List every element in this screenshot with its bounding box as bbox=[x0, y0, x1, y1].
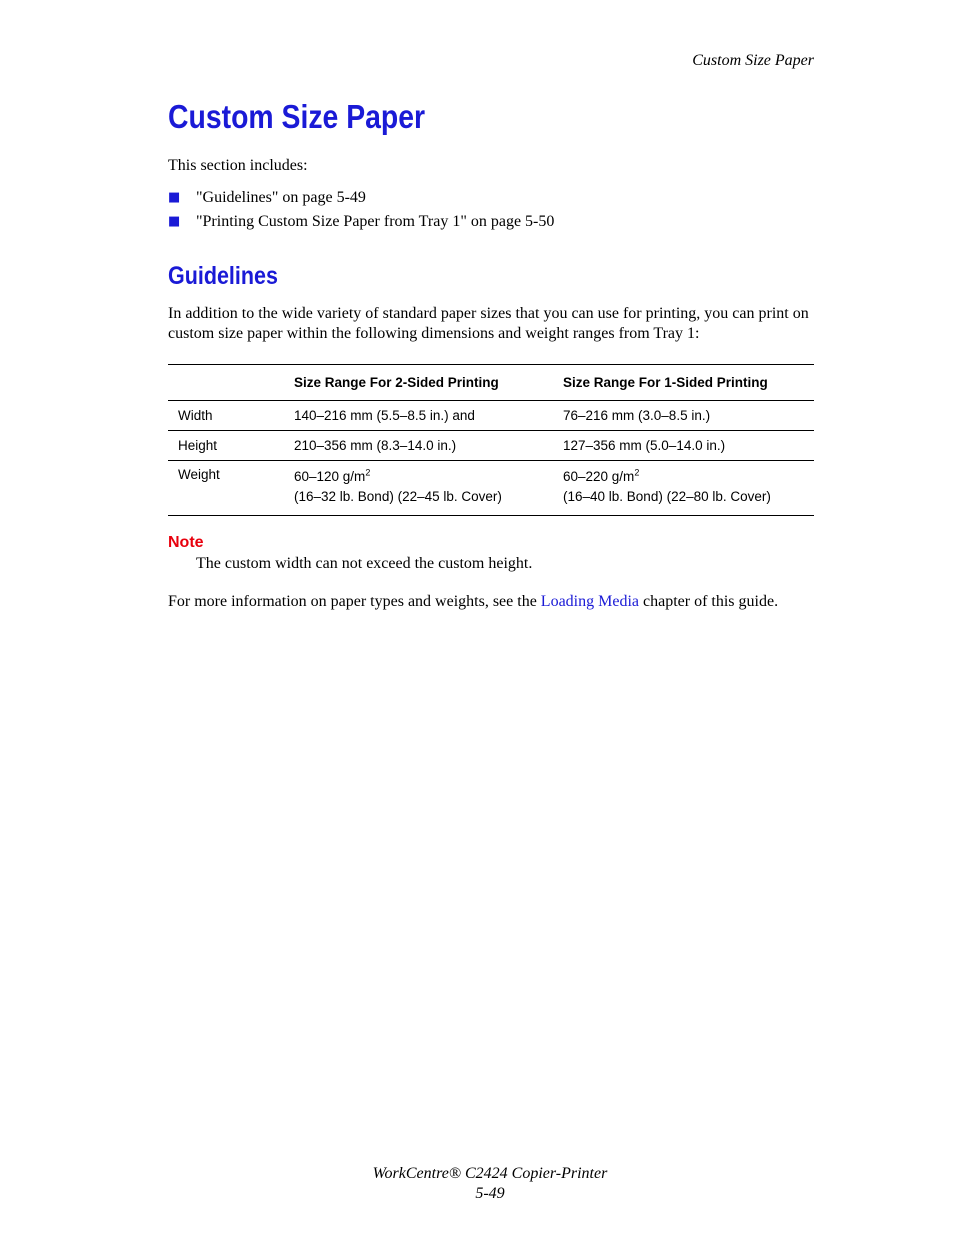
row-label: Height bbox=[178, 438, 218, 453]
footer-product: WorkCentre® C2424 Copier-Printer bbox=[372, 1165, 608, 1182]
one-sided-cell bbox=[563, 461, 814, 516]
superscript: 2 bbox=[634, 467, 640, 477]
table-header-two-sided: Size Range For 2-Sided Printing bbox=[294, 375, 499, 390]
footer-page-number: 5-49 bbox=[475, 1185, 505, 1202]
superscript: 2 bbox=[365, 467, 371, 477]
guidelines-paragraph: In addition to the wide variety of standard paper sizes that you can use for printing, you can print on custom size paper within the following dimensions and weight ranges from Tray 1: bbox=[168, 305, 809, 342]
one-sided-cell: 76–216 mm (3.0–8.5 in.) bbox=[563, 408, 711, 423]
two-sided-cell: 210–356 mm (8.3–14.0 in.) bbox=[294, 438, 457, 453]
weight-value bbox=[294, 469, 370, 484]
more-info-text: For more information on paper types and weights, see the bbox=[168, 593, 541, 610]
square-bullet-icon: ■ bbox=[168, 214, 181, 229]
table-row bbox=[168, 461, 814, 516]
note-body: The custom width can not exceed the custom height. bbox=[196, 555, 533, 572]
weight-main: 60–120 g/m bbox=[294, 468, 366, 484]
table-row bbox=[168, 401, 814, 431]
square-bullet-icon: ■ bbox=[168, 190, 181, 205]
row-label: Width bbox=[178, 408, 213, 423]
running-head: Custom Size Paper bbox=[692, 52, 814, 69]
two-sided-cell: 140–216 mm (5.5–8.5 in.) and bbox=[294, 408, 475, 423]
intro-text: This section includes: bbox=[168, 157, 308, 174]
loading-media-link[interactable]: Loading Media bbox=[540, 593, 639, 610]
table-header-row bbox=[168, 365, 814, 401]
page-footer bbox=[330, 1164, 650, 1204]
section-heading: Guidelines bbox=[168, 262, 278, 290]
one-sided-cell: 127–356 mm (5.0–14.0 in.) bbox=[563, 438, 726, 453]
note-heading: Note bbox=[168, 534, 204, 551]
weight-equivalent: (16–32 lb. Bond) (22–45 lb. Cover) bbox=[294, 488, 502, 504]
weight-equivalent: (16–40 lb. Bond) (22–80 lb. Cover) bbox=[563, 488, 771, 504]
weight-value bbox=[563, 469, 639, 484]
row-label: Weight bbox=[178, 467, 220, 482]
dimensions-table bbox=[168, 364, 814, 516]
section-contents-list bbox=[168, 188, 554, 236]
toc-link-guidelines[interactable]: "Guidelines" on page 5-49 bbox=[196, 189, 366, 206]
table-header-one-sided: Size Range For 1-Sided Printing bbox=[563, 375, 768, 390]
more-info-paragraph bbox=[168, 592, 814, 612]
table-header-blank bbox=[168, 365, 294, 401]
list-item bbox=[168, 212, 554, 236]
more-info-text-end: chapter of this guide. bbox=[639, 593, 779, 610]
toc-link-printing-custom-size[interactable]: "Printing Custom Size Paper from Tray 1" on page 5-50 bbox=[196, 213, 555, 230]
page-title: Custom Size Paper bbox=[168, 98, 426, 135]
table-row bbox=[168, 431, 814, 461]
list-item bbox=[168, 188, 554, 212]
two-sided-cell bbox=[294, 461, 563, 516]
weight-main: 60–220 g/m bbox=[563, 468, 635, 484]
